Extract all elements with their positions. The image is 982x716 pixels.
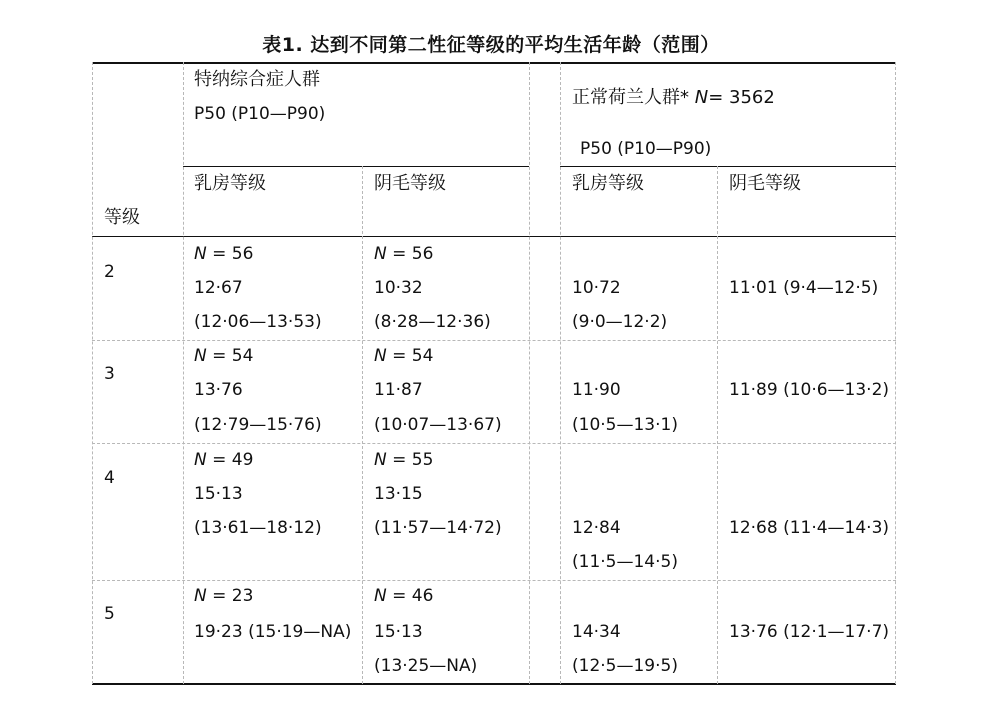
- normal-pubic-value: 12·68 (11·4—14·3): [729, 518, 890, 538]
- normal-group-header: [572, 88, 775, 108]
- normal-breast-range: (11·5—14·5): [572, 552, 678, 572]
- n-symbol: N: [374, 346, 387, 366]
- turner-breast-n: N = 54: [194, 346, 254, 366]
- turner-breast-n: N = 49: [194, 450, 254, 470]
- column-divider: [895, 62, 896, 684]
- normal-pubic-value: 11·01 (9·4—12·5): [729, 278, 879, 298]
- turner-breast-p50: 15·13: [194, 484, 243, 504]
- normal-pubic-header: 阴毛等级: [729, 173, 801, 194]
- turner-pubic-n: N = 54: [374, 346, 434, 366]
- normal-group-n: = 3562: [708, 87, 775, 108]
- table-bottom-rule: [92, 683, 896, 685]
- turner-breast-p50: 12·67: [194, 278, 243, 298]
- column-divider: [560, 62, 561, 684]
- turner-pubic-p50: 13·15: [374, 484, 423, 504]
- grade-column-header: 等级: [104, 207, 140, 228]
- turner-pubic-header: 阴毛等级: [374, 173, 446, 194]
- turner-breast-header: 乳房等级: [194, 173, 266, 194]
- normal-breast-range: (10·5—13·1): [572, 415, 678, 435]
- normal-breast-p50: 11·90: [572, 380, 621, 400]
- turner-breast-range: (12·79—15·76): [194, 415, 322, 435]
- turner-pubic-n: N = 46: [374, 586, 434, 606]
- turner-pubic-p50: 15·13: [374, 622, 423, 642]
- row-divider: [92, 340, 896, 341]
- turner-breast-p50-range: 19·23 (15·19—NA): [194, 622, 352, 642]
- normal-group-name: 正常荷兰人群*: [572, 87, 689, 108]
- n-symbol: N: [194, 450, 207, 470]
- normal-group-rule: [560, 166, 896, 167]
- n-symbol: N: [694, 87, 709, 108]
- normal-breast-p50: 12·84: [572, 518, 621, 538]
- turner-group-rule: [183, 166, 529, 167]
- column-divider: [717, 166, 718, 684]
- n-symbol: N: [194, 244, 207, 264]
- normal-breast-header: 乳房等级: [572, 173, 644, 194]
- normal-breast-p50: 10·72: [572, 278, 621, 298]
- column-divider: [183, 62, 184, 684]
- turner-pubic-n: N = 55: [374, 450, 434, 470]
- n-symbol: N: [374, 450, 387, 470]
- table-top-rule: [92, 62, 896, 64]
- n-symbol: N: [194, 586, 207, 606]
- n-symbol: N: [194, 346, 207, 366]
- n-symbol: N: [374, 244, 387, 264]
- header-bottom-rule: [92, 236, 896, 237]
- normal-breast-range: (12·5—19·5): [572, 656, 678, 676]
- column-divider: [529, 62, 530, 684]
- grade-cell: 5: [104, 604, 115, 624]
- turner-pubic-range: (13·25—NA): [374, 656, 478, 676]
- turner-breast-n: N = 56: [194, 244, 254, 264]
- grade-cell: 3: [104, 364, 115, 384]
- normal-group-stat: P50 (P10—P90): [580, 139, 712, 159]
- normal-pubic-value: 13·76 (12·1—17·7): [729, 622, 890, 642]
- table-title: 表1. 达到不同第二性征等级的平均生活年龄（范围）: [262, 34, 720, 56]
- row-divider: [92, 443, 896, 444]
- grade-cell: 2: [104, 262, 115, 282]
- row-divider: [92, 580, 896, 581]
- turner-pubic-range: (10·07—13·67): [374, 415, 502, 435]
- turner-pubic-p50: 10·32: [374, 278, 423, 298]
- turner-pubic-range: (11·57—14·72): [374, 518, 502, 538]
- normal-breast-range: (9·0—12·2): [572, 312, 668, 332]
- turner-group-stat: P50 (P10—P90): [194, 104, 326, 124]
- column-divider: [362, 166, 363, 684]
- normal-pubic-value: 11·89 (10·6—13·2): [729, 380, 890, 400]
- turner-breast-n: N = 23: [194, 586, 254, 606]
- turner-group-header: 特纳综合症人群: [194, 69, 320, 90]
- n-symbol: N: [374, 586, 387, 606]
- turner-pubic-range: (8·28—12·36): [374, 312, 491, 332]
- normal-breast-p50: 14·34: [572, 622, 621, 642]
- turner-breast-range: (12·06—13·53): [194, 312, 322, 332]
- turner-pubic-p50: 11·87: [374, 380, 423, 400]
- turner-pubic-n: N = 56: [374, 244, 434, 264]
- grade-cell: 4: [104, 468, 115, 488]
- column-divider: [92, 62, 93, 684]
- turner-breast-p50: 13·76: [194, 380, 243, 400]
- turner-breast-range: (13·61—18·12): [194, 518, 322, 538]
